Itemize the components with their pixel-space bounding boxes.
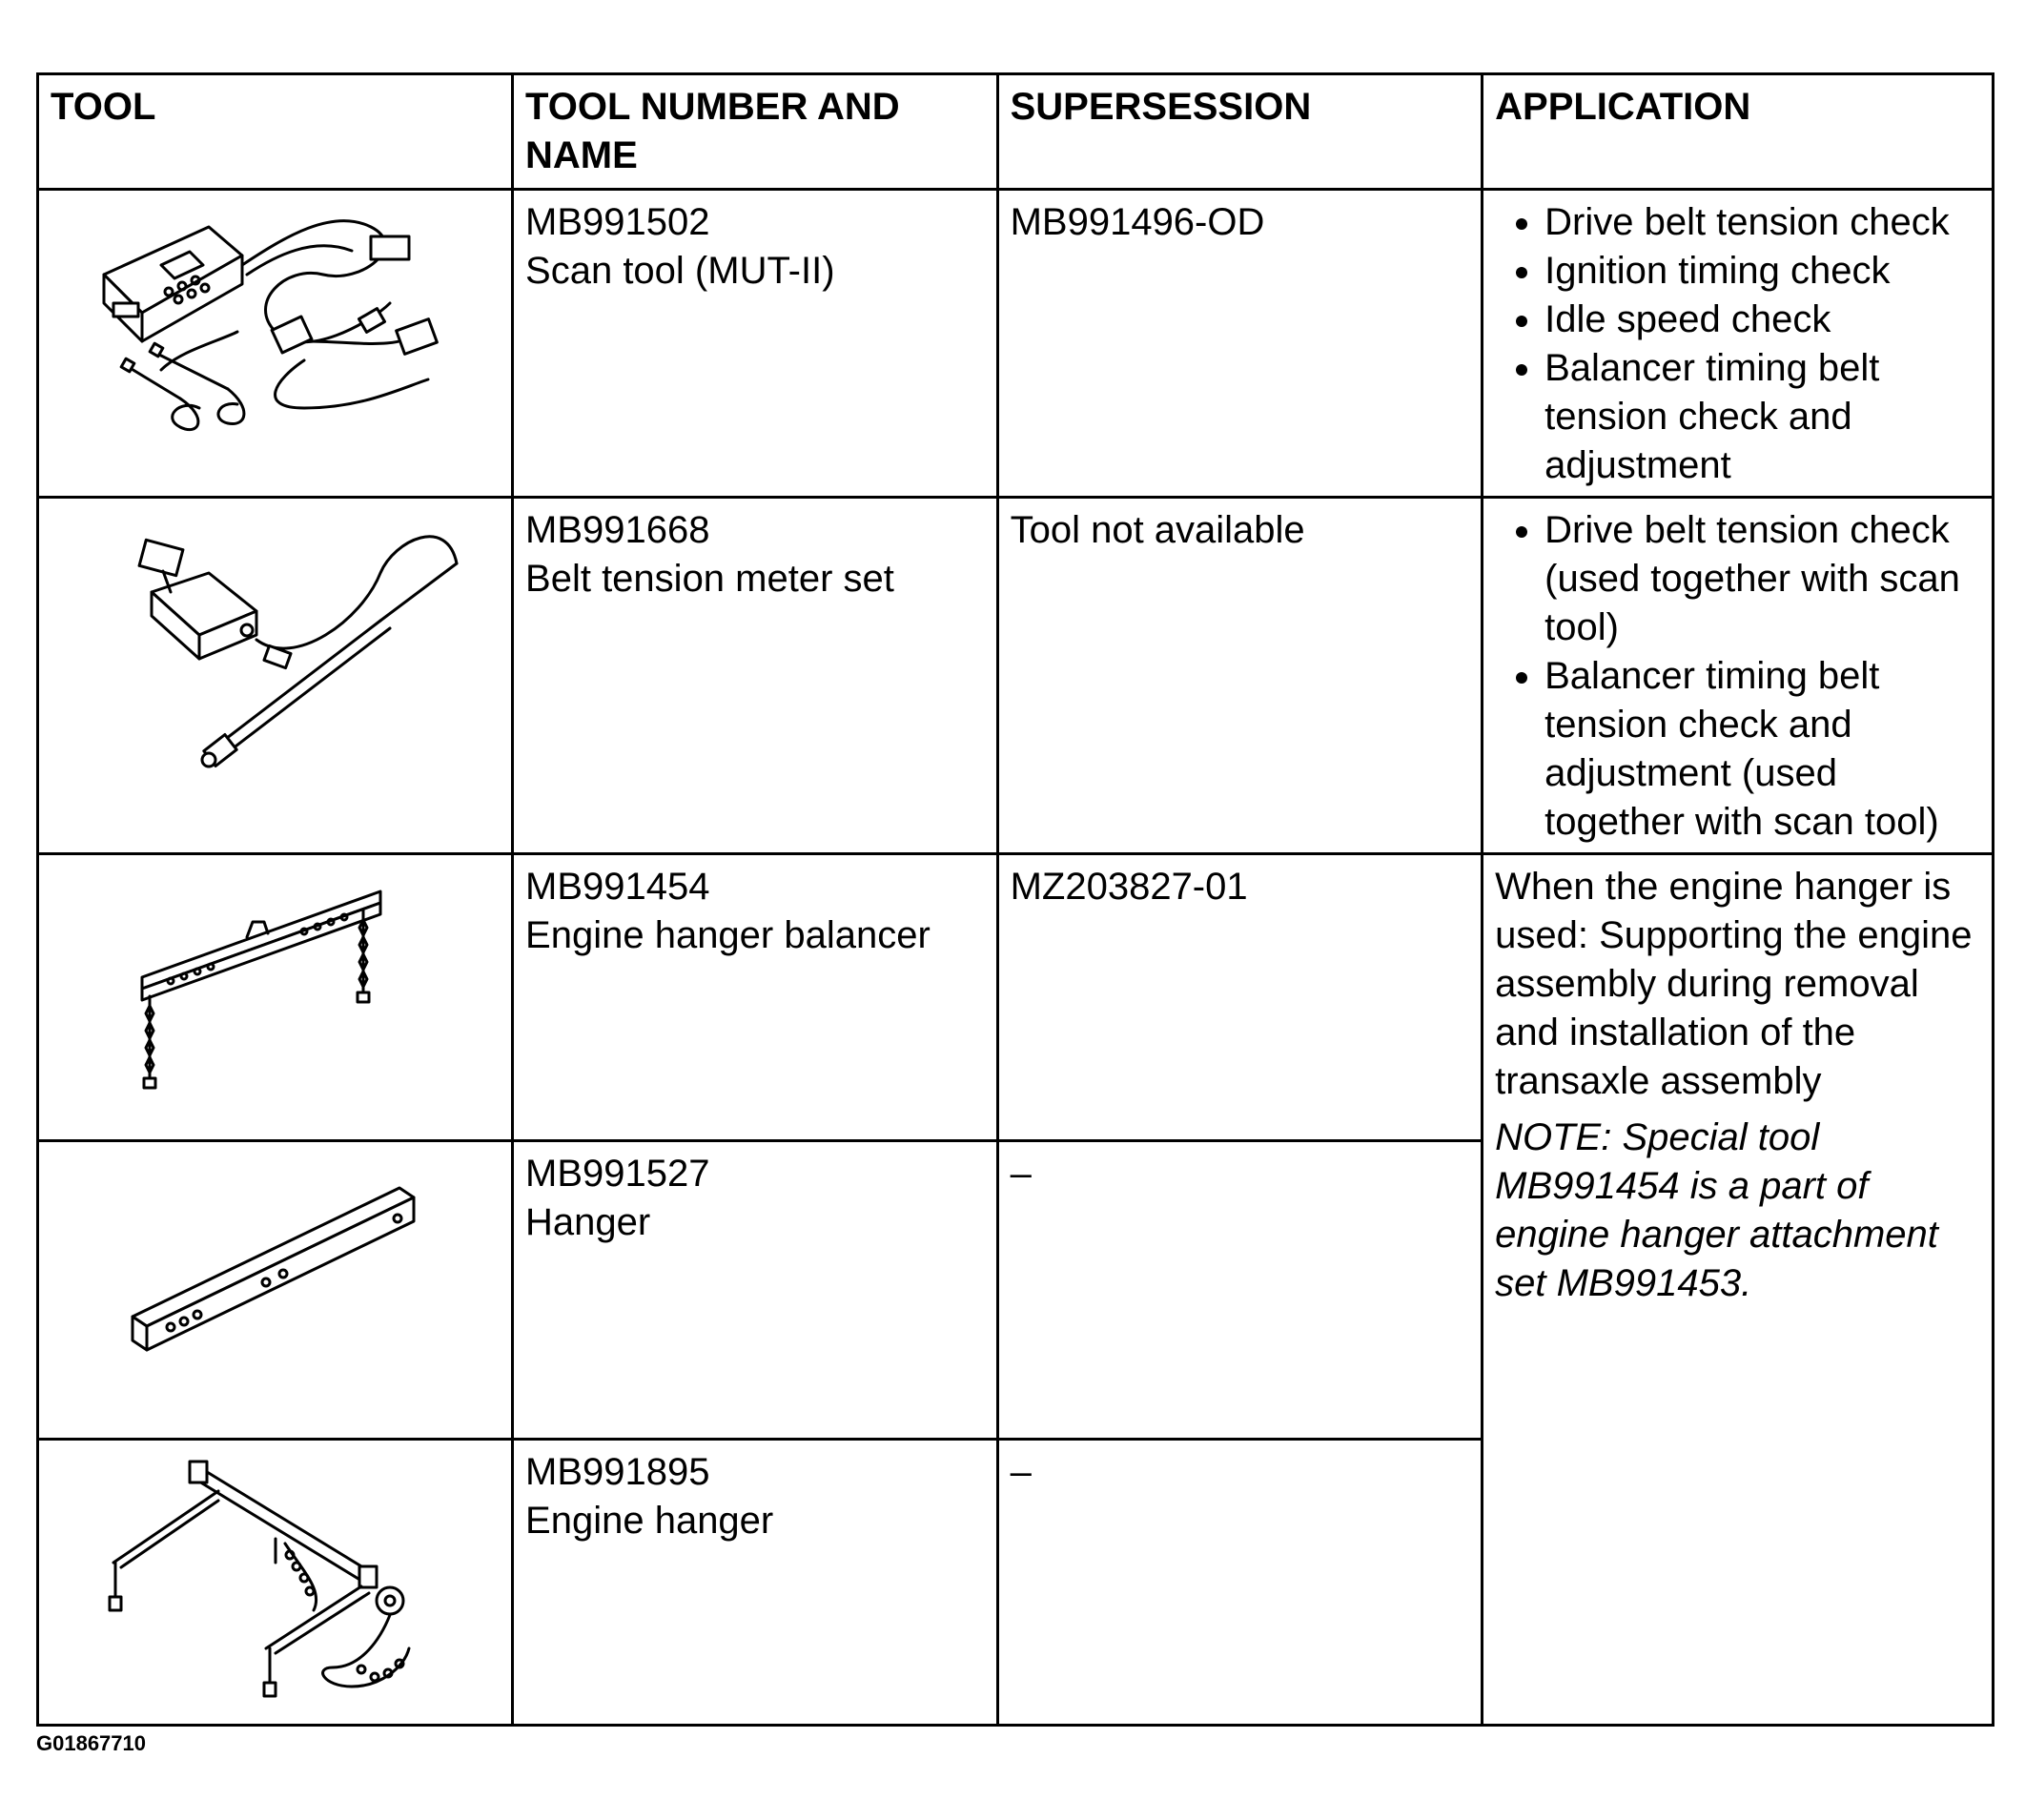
tool-image-cell <box>38 190 513 498</box>
application-text: When the engine hanger is used: Supporting the engine assembly during removal and installation of the transaxle assembly <box>1495 866 1973 1102</box>
application-list <box>1495 198 1980 490</box>
application-cell <box>1483 190 1994 498</box>
supersession-cell: Tool not available <box>997 498 1483 854</box>
tool-name: Scan tool (MUT-II) <box>525 250 835 292</box>
supersession-cell: – <box>997 1440 1483 1726</box>
tool-number: MB991895 <box>525 1451 710 1493</box>
header-row <box>38 74 1994 190</box>
application-item: • Balancer timing belt tension check and adjustment <box>1544 344 1980 490</box>
tool-number: MB991454 <box>525 866 710 908</box>
tool-number-name-cell <box>513 1440 998 1726</box>
header-tool-number-and-name: TOOL NUMBER AND NAME <box>513 74 998 190</box>
tool-name: Hanger <box>525 1201 651 1243</box>
tool-number: MB991502 <box>525 201 710 243</box>
engine-hanger-balancer-illustration <box>104 863 447 1101</box>
application-item: • Drive belt tension check (used together with scan tool) <box>1544 506 1980 652</box>
supersession-cell: – <box>997 1141 1483 1440</box>
application-list <box>1495 506 1980 847</box>
tool-number-name-cell <box>513 1141 998 1440</box>
hanger-illustration <box>113 1150 438 1369</box>
application-cell <box>1483 498 1994 854</box>
supersession-cell: MZ203827-01 <box>997 854 1483 1141</box>
table-row <box>38 498 1994 854</box>
table-row <box>38 190 1994 498</box>
tool-name: Belt tension meter set <box>525 558 894 600</box>
application-item: • Balancer timing belt tension check and adjustment (used together with scan tool) <box>1544 652 1980 847</box>
engine-hanger-illustration <box>75 1448 476 1715</box>
special-tools-table <box>36 72 1994 1727</box>
table-row <box>38 854 1994 1141</box>
tool-number-name-cell <box>513 498 998 854</box>
application-item: • Ignition timing check <box>1544 247 1980 296</box>
header-application: APPLICATION <box>1483 74 1994 190</box>
tool-name: Engine hanger balancer <box>525 914 931 956</box>
tool-number-name-cell <box>513 190 998 498</box>
belt-tension-meter-illustration <box>75 506 476 792</box>
figure-code: G01867710 <box>36 1731 146 1755</box>
tool-image-cell <box>38 1440 513 1726</box>
application-note: NOTE: Special tool MB991454 is a part of engine hanger attachment set MB991453. <box>1495 1116 1938 1304</box>
header-tool: TOOL <box>38 74 513 190</box>
tool-number-name-cell <box>513 854 998 1141</box>
tool-image-cell <box>38 1141 513 1440</box>
application-item: • Idle speed check <box>1544 296 1980 344</box>
supersession-cell: MB991496-OD <box>997 190 1483 498</box>
tool-image-cell <box>38 498 513 854</box>
scan-tool-illustration <box>85 198 466 446</box>
tool-name: Engine hanger <box>525 1500 774 1542</box>
tool-image-cell <box>38 854 513 1141</box>
application-item: • Drive belt tension check <box>1544 198 1980 247</box>
shared-application-cell <box>1483 854 1994 1726</box>
tool-number: MB991668 <box>525 509 710 551</box>
tool-number: MB991527 <box>525 1153 710 1195</box>
header-supersession: SUPERSESSION <box>997 74 1483 190</box>
